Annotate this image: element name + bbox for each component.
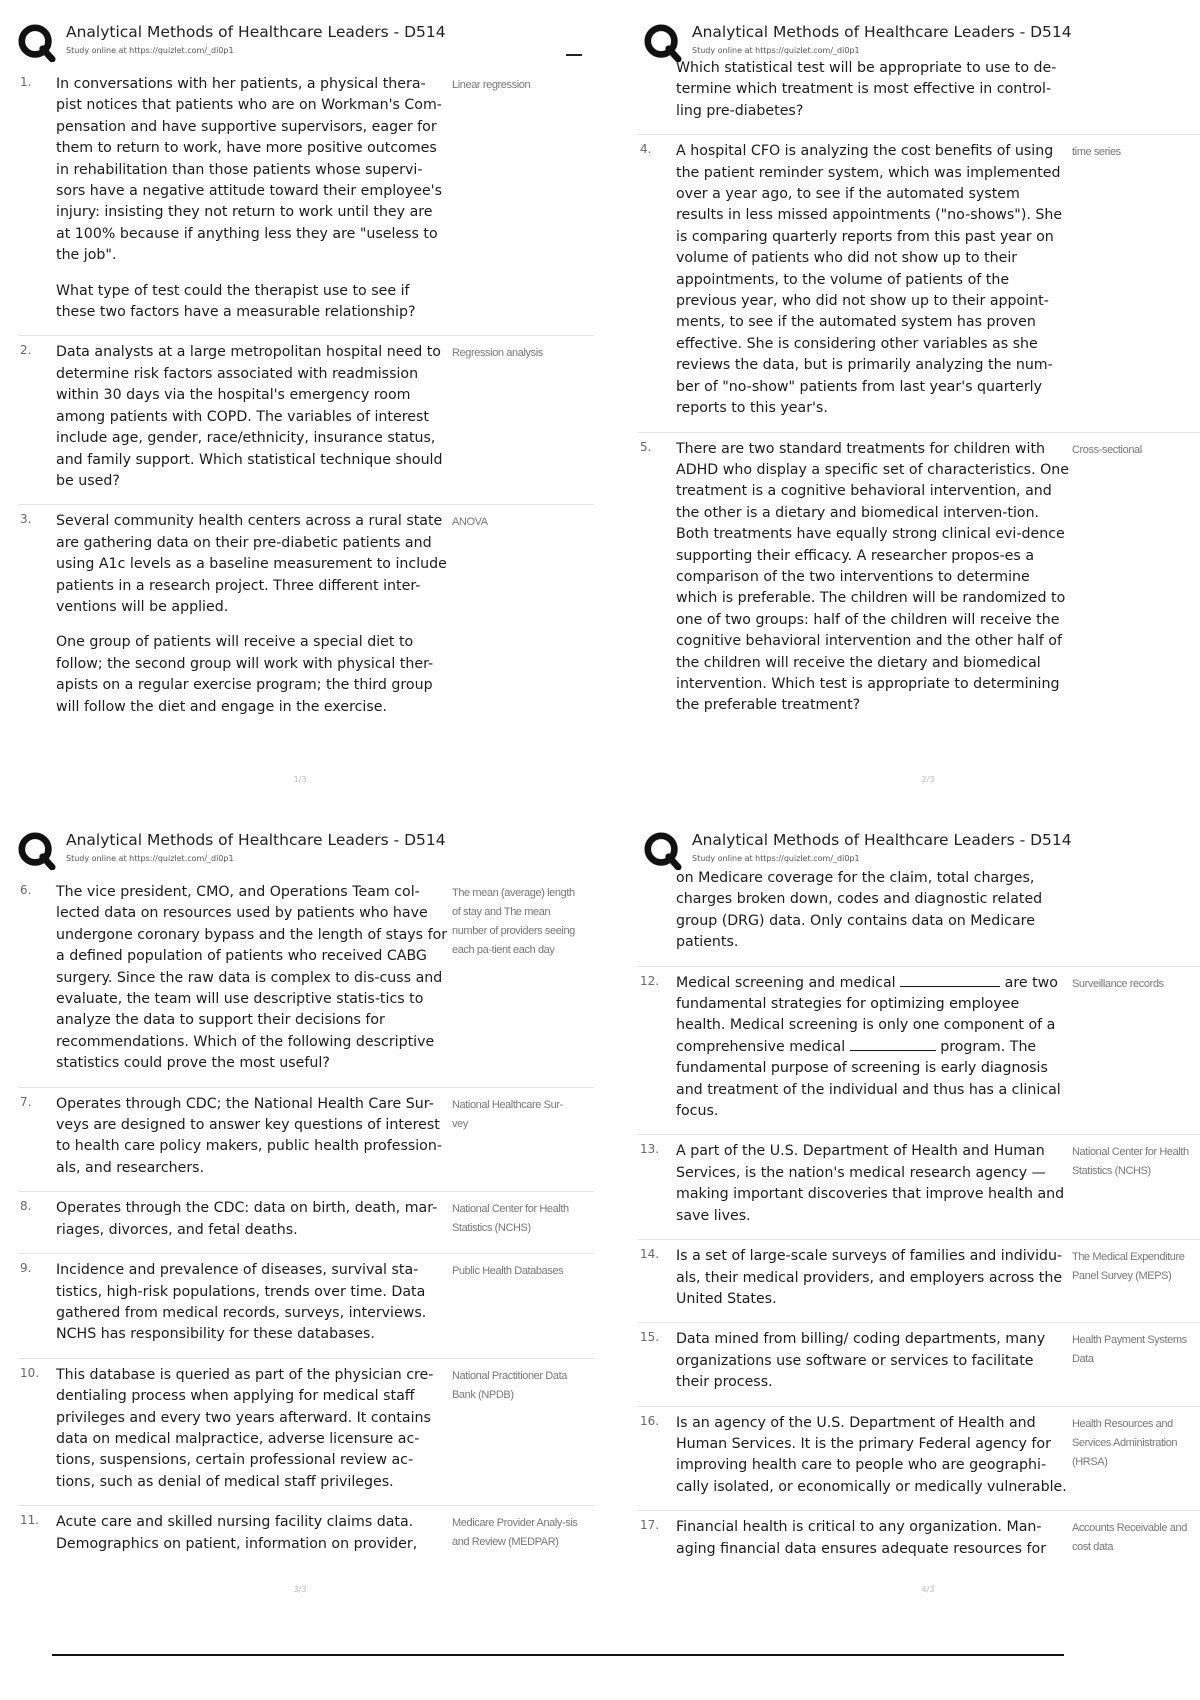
document-subtitle: Study online at https://quizlet.com/_di0p1 bbox=[692, 854, 860, 863]
document-subtitle: Study online at https://quizlet.com/_di0p1 bbox=[66, 854, 234, 863]
answer-text: National Center for Health Statistics (NCHS) bbox=[452, 1203, 569, 1235]
document-title: Analytical Methods of Healthcare Leaders - D514 bbox=[692, 23, 1072, 41]
question-paragraph: Operates through the CDC: data on birth, death, mar-riages, divorces, and fetal deaths. bbox=[56, 1200, 438, 1238]
answer-text: Cross-sectional bbox=[1072, 443, 1142, 456]
question-number: 13. bbox=[640, 1142, 660, 1157]
question-number: 16. bbox=[640, 1413, 660, 1428]
question-text bbox=[676, 1517, 1070, 1560]
question-number: 10. bbox=[20, 1365, 40, 1380]
page-3 bbox=[0, 808, 600, 1600]
question-continuation bbox=[638, 58, 1200, 135]
question-text bbox=[676, 1246, 1070, 1310]
question-list bbox=[638, 868, 1200, 1572]
quizlet-logo-icon bbox=[18, 24, 56, 62]
question-item bbox=[18, 1359, 594, 1506]
question-item bbox=[18, 1254, 594, 1359]
document-title: Analytical Methods of Healthcare Leaders - D514 bbox=[692, 831, 1072, 849]
question-list bbox=[18, 876, 594, 1567]
question-item bbox=[638, 1511, 1200, 1572]
question-number: 17. bbox=[640, 1518, 660, 1533]
question-text bbox=[676, 1413, 1070, 1499]
question-text bbox=[56, 342, 450, 492]
page-header bbox=[18, 18, 598, 66]
question-item bbox=[18, 1088, 594, 1193]
answer-text: Linear regression bbox=[452, 79, 531, 91]
answer-text: Health Payment Systems Data bbox=[1072, 1334, 1187, 1366]
question-paragraph: Incidence and prevalence of diseases, survival sta-tistics, high-risk populations, trends over time. Data gathered from medical records, surveys, interviews. NCHS has responsibility for these databases. bbox=[56, 1262, 427, 1343]
question-paragraph: Financial health is critical to any organization. Man-aging financial data ensures adequate resources for bbox=[676, 1519, 1047, 1557]
question-number: 14. bbox=[640, 1247, 660, 1262]
document-subtitle: Study online at https://quizlet.com/_di0p1 bbox=[66, 46, 234, 55]
answer-text: National Practitioner Data Bank (NPDB) bbox=[452, 1369, 567, 1401]
question-item bbox=[18, 876, 594, 1088]
question-continuation bbox=[638, 868, 1200, 967]
page-header bbox=[644, 826, 1200, 874]
question-text-part: Medical screening and medical bbox=[676, 974, 901, 991]
question-item bbox=[638, 1135, 1200, 1240]
answer-text: Medicare Provider Analy-sis and Review (MEDPAR) bbox=[452, 1517, 578, 1549]
question-number: 12. bbox=[640, 973, 660, 988]
question-paragraph: Acute care and skilled nursing facility claims data. Demographics on patient, information on provider, bbox=[56, 1514, 418, 1552]
question-list bbox=[638, 58, 1200, 729]
question-item bbox=[18, 505, 594, 730]
quizlet-logo-icon bbox=[18, 832, 56, 870]
question-number: 15. bbox=[640, 1330, 660, 1345]
answer-text: The Medical Expenditure Panel Survey (MEPS) bbox=[1072, 1251, 1185, 1283]
question-text bbox=[676, 141, 1070, 419]
question-number: 3. bbox=[20, 512, 32, 527]
question-item bbox=[638, 1407, 1200, 1512]
answer-text: time series bbox=[1072, 146, 1121, 159]
question-item bbox=[638, 1323, 1200, 1406]
answer-text: Health Resources and Services Administration (HRSA) bbox=[1072, 1417, 1178, 1468]
answer-blank bbox=[850, 1037, 936, 1051]
question-text bbox=[56, 1512, 450, 1555]
question-item bbox=[18, 68, 594, 336]
question-paragraph: A part of the U.S. Department of Health and Human Services, is the nation's medical research agency — making important discoveries that improve health and save lives. bbox=[676, 1143, 1065, 1224]
question-paragraph: Several community health centers across a rural state are gathering data on their pre-diabetic patients and using A1c levels as a baseline measurement to include patients in a research project. Three different inter-ventions will be applied. bbox=[56, 513, 447, 615]
question-paragraph: What type of test could the therapist use to see if these two factors have a measurable relationship? bbox=[56, 282, 416, 321]
question-text bbox=[676, 1329, 1070, 1393]
question-paragraph: Is an agency of the U.S. Department of Health and Human Services. It is the primary Federal agency for improving health care to people who are geographi-cally isolated, or economically or medically vulnerable. bbox=[676, 1414, 1067, 1495]
page-header bbox=[18, 826, 598, 874]
answer-text: Accounts Receivable and cost data bbox=[1072, 1522, 1187, 1554]
question-number: 1. bbox=[20, 75, 32, 89]
answer-text: Surveillance records bbox=[1072, 977, 1164, 990]
question-paragraph: There are two standard treatments for children with ADHD who display a specific set of characteristics. One treatment is a cognitive behavioral intervention, and the other is a dietary and biomedical interven-tion. Both treatments have equally strong clinical evi-dence supporting their efficacy. A researcher propos-es a comparison of the two interventions to determine which is preferable. The children will be randomized to one of two groups: half of the children will receive the cognitive behavioral intervention and the other half of the children will receive the dietary and biomedical intervention. Which test is appropriate to determining the preferable treatment? bbox=[676, 440, 1069, 714]
question-number: 9. bbox=[20, 1261, 32, 1276]
question-text bbox=[56, 511, 450, 718]
question-text bbox=[676, 1141, 1070, 1227]
question-item bbox=[18, 336, 594, 505]
question-text: Which statistical test will be appropriate to use to de-termine which treatment is most effective in control-ling pre-diabetes? bbox=[676, 60, 1057, 119]
page-2 bbox=[628, 0, 1200, 790]
question-paragraph: This database is queried as part of the physician cre-dentialing process when applying for medical staff privileges and every two years afterward. It contains data on medical malpractice, adverse licensure ac-tions, suspensions, certain professional review ac-tions, such as denial of medical staff privileges. bbox=[56, 1366, 434, 1490]
divider bbox=[566, 54, 582, 56]
question-paragraph: Is a set of large-scale surveys of families and individu-als, their medical providers, and employers across the United States. bbox=[676, 1248, 1063, 1307]
answer-text: Regression analysis bbox=[452, 347, 543, 360]
question-text-part: program. The fundamental purpose of screening is early diagnosis and treatment of the individual and thus has a clinical focus. bbox=[676, 1038, 1061, 1120]
document-title: Analytical Methods of Healthcare Leaders - D514 bbox=[66, 831, 446, 849]
question-number: 5. bbox=[640, 439, 652, 454]
question-number: 7. bbox=[20, 1094, 32, 1109]
quizlet-logo-icon bbox=[644, 832, 682, 870]
question-number: 4. bbox=[640, 142, 652, 157]
question-text: on Medicare coverage for the claim, total charges, charges broken down, codes and diagnostic related group (DRG) data. Only contains data on Medicare patients. bbox=[676, 870, 1043, 951]
question-item bbox=[18, 1192, 594, 1254]
question-item bbox=[18, 1506, 594, 1567]
answer-text: ANOVA bbox=[452, 516, 488, 529]
answer-text: National Center for Health Statistics (NCHS) bbox=[1072, 1146, 1189, 1178]
question-text bbox=[56, 1198, 450, 1241]
question-text bbox=[676, 439, 1070, 717]
answer-blank bbox=[900, 973, 1000, 987]
document-subtitle: Study online at https://quizlet.com/_di0p1 bbox=[692, 46, 860, 55]
question-number: 2. bbox=[20, 343, 32, 358]
question-paragraph: Data mined from billing/ coding departments, many organizations use software or services to facilitate their process. bbox=[676, 1331, 1046, 1391]
question-item bbox=[638, 433, 1200, 729]
quizlet-logo-icon bbox=[644, 24, 682, 62]
question-text bbox=[56, 1260, 450, 1346]
question-number: 6. bbox=[20, 883, 32, 897]
question-number: 8. bbox=[20, 1199, 32, 1214]
page-1 bbox=[0, 0, 600, 790]
question-text bbox=[56, 1094, 450, 1180]
question-text bbox=[56, 1365, 450, 1493]
question-item bbox=[638, 967, 1200, 1136]
question-paragraph: Data analysts at a large metropolitan hospital need to determine risk factors associated with readmission within 30 days via the hospital's emergency room among patients with COPD. The variables of interest include age, gender, race/ethnicity, insurance status, and family support. Which statistical technique should be used? bbox=[56, 344, 443, 489]
question-text bbox=[676, 973, 1070, 1123]
page-number: 4/3 bbox=[921, 1585, 935, 1594]
question-text bbox=[56, 74, 450, 323]
question-list bbox=[18, 68, 594, 730]
document-title: Analytical Methods of Healthcare Leaders - D514 bbox=[66, 23, 446, 41]
bottom-rule bbox=[52, 1654, 1064, 1656]
question-item bbox=[638, 135, 1200, 432]
page-number: 2/3 bbox=[921, 775, 935, 784]
question-item bbox=[638, 1240, 1200, 1323]
page-number: 1/3 bbox=[293, 775, 307, 784]
page-4 bbox=[628, 808, 1200, 1600]
question-text-part: are two fundamental strategies for optimizing employee health. Medical screening is only one component of a comprehensive medical bbox=[676, 974, 1058, 1055]
question-paragraph: In conversations with her patients, a physical thera-pist notices that patients who are on Workman's Com-pensation and have supportive supervisors, eager for them to return to work, have more positive outcomes in rehabilitation than those patients whose supervi-sors have a negative attitude toward their employee's injury: insisting they not return to work until they are at 100% because if anything less they are "useless to the job". bbox=[56, 76, 442, 264]
question-number: 11. bbox=[20, 1513, 40, 1528]
answer-text: Public Health Databases bbox=[452, 1265, 564, 1278]
answer-text: The mean (average) length of stay and The mean number of providers seeing each pa-tient each day bbox=[452, 887, 575, 956]
question-paragraph: Operates through CDC; the National Health Care Sur-veys are designed to answer key questions of interest to health care policy makers, public health profession-als, and researchers. bbox=[56, 1095, 442, 1176]
question-paragraph: One group of patients will receive a special diet to follow; the second group will work with physical ther-apists on a regular exercise program; the third group will follow the diet and engage in the exercise. bbox=[56, 634, 434, 715]
question-paragraph: The vice president, CMO, and Operations Team col-lected data on resources used by patients who have undergone coronary bypass and the length of stays for a defined population of patients who received CABG surgery. Since the raw data is complex to dis-cuss and evaluate, the team will use descriptive statis-tics to analyze the data to support their decisions for recommendations. Which of the following descriptive statistics could prove the most useful? bbox=[56, 884, 448, 1072]
question-text bbox=[56, 882, 450, 1075]
question-paragraph: A hospital CFO is analyzing the cost benefits of using the patient reminder system, which was implemented over a year ago, to see if the automated system results in less missed appointments ("no-shows"). She is comparing quarterly reports from this past year on volume of patients who did not show up to their appointments, to the volume of patients of the previous year, who did not show up to their appoint-ments, to see if the automated system has proven effective. She is considering other variables as she reviews the data, but is primarily analyzing the num-ber of "no-show" patients from last year's quarterly reports to this year's. bbox=[676, 143, 1063, 417]
answer-text: National Healthcare Sur-vey bbox=[452, 1098, 563, 1130]
page-number: 3/3 bbox=[293, 1585, 307, 1594]
